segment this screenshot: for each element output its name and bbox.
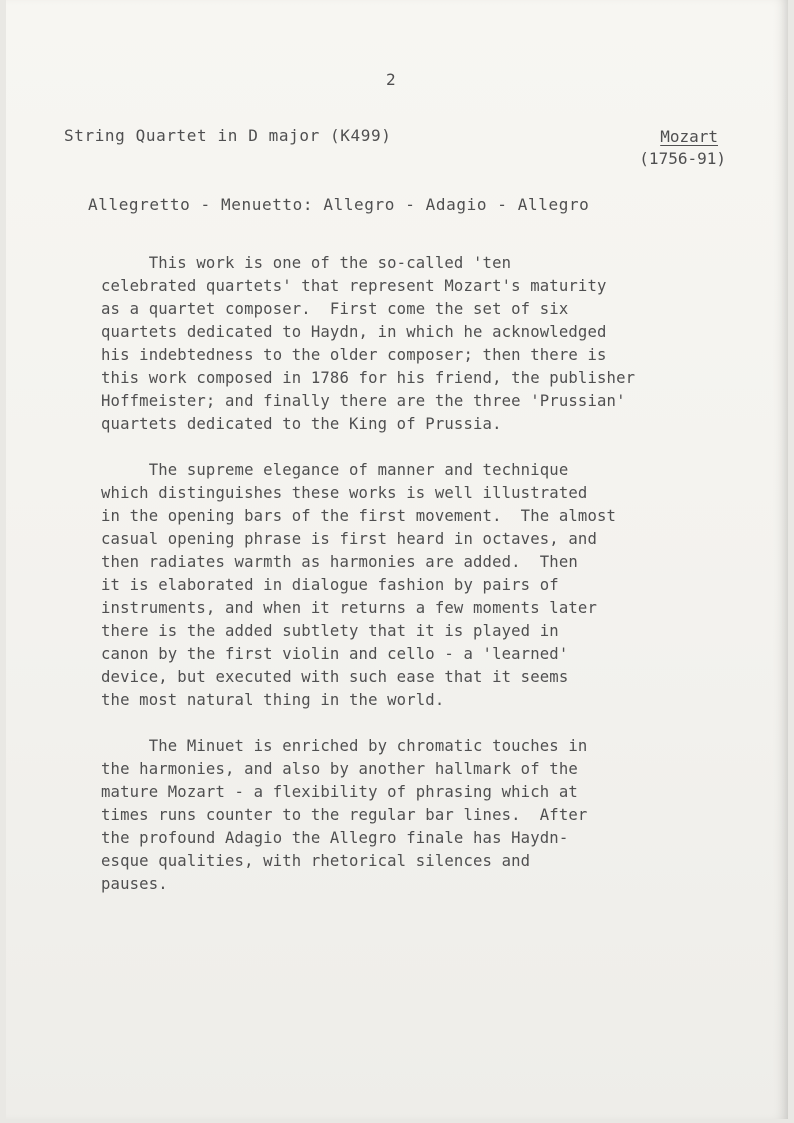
paragraph-1 <box>101 252 781 436</box>
text-line: it is elaborated in dialogue fashion by pairs of <box>101 576 559 594</box>
text-line: casual opening phrase is first heard in octaves, and <box>101 530 597 548</box>
movements-list: Allegretto - Menuetto: Allegro - Adagio - Allegro <box>88 195 590 214</box>
text-line: The Minuet is enriched by chromatic touches in <box>101 737 588 755</box>
text-line: quartets dedicated to Haydn, in which he acknowledged <box>101 323 607 341</box>
text-line: esque qualities, with rhetorical silences and <box>101 852 531 870</box>
text-line: his indebtedness to the older composer; then there is <box>101 346 607 364</box>
text-line: This work is one of the so-called 'ten <box>101 254 512 272</box>
piece-title: String Quartet in D major (K499) <box>64 126 392 145</box>
composer-name: Mozart <box>660 127 718 146</box>
text-line: the profound Adagio the Allegro finale has Haydn- <box>101 829 569 847</box>
page-number: 2 <box>386 70 397 89</box>
text-line: quartets dedicated to the King of Prussia. <box>101 415 502 433</box>
document-page <box>6 0 788 1119</box>
text-line: this work composed in 1786 for his friend, the publisher <box>101 369 636 387</box>
text-line: in the opening bars of the first movement. The almost <box>101 507 617 525</box>
composer-block <box>606 126 726 170</box>
text-line: times runs counter to the regular bar lines. After <box>101 806 588 824</box>
text-line: Hoffmeister; and finally there are the three 'Prussian' <box>101 392 626 410</box>
text-line: as a quartet composer. First come the set of six <box>101 300 569 318</box>
text-line: celebrated quartets' that represent Mozart's maturity <box>101 277 607 295</box>
paragraph-2 <box>101 459 781 712</box>
text-line: instruments, and when it returns a few moments later <box>101 599 597 617</box>
composer-dates: (1756-91) <box>639 149 726 168</box>
text-line: mature Mozart - a flexibility of phrasing which at <box>101 783 578 801</box>
text-line: pauses. <box>101 875 168 893</box>
text-line: which distinguishes these works is well illustrated <box>101 484 588 502</box>
text-line: the harmonies, and also by another hallmark of the <box>101 760 578 778</box>
text-line: there is the added subtlety that it is played in <box>101 622 559 640</box>
program-notes <box>101 252 781 919</box>
text-line: The supreme elegance of manner and technique <box>101 461 569 479</box>
paragraph-3 <box>101 735 781 896</box>
text-line: canon by the first violin and cello - a 'learned' <box>101 645 569 663</box>
text-line: the most natural thing in the world. <box>101 691 445 709</box>
text-line: device, but executed with such ease that it seems <box>101 668 569 686</box>
text-line: then radiates warmth as harmonies are added. Then <box>101 553 578 571</box>
